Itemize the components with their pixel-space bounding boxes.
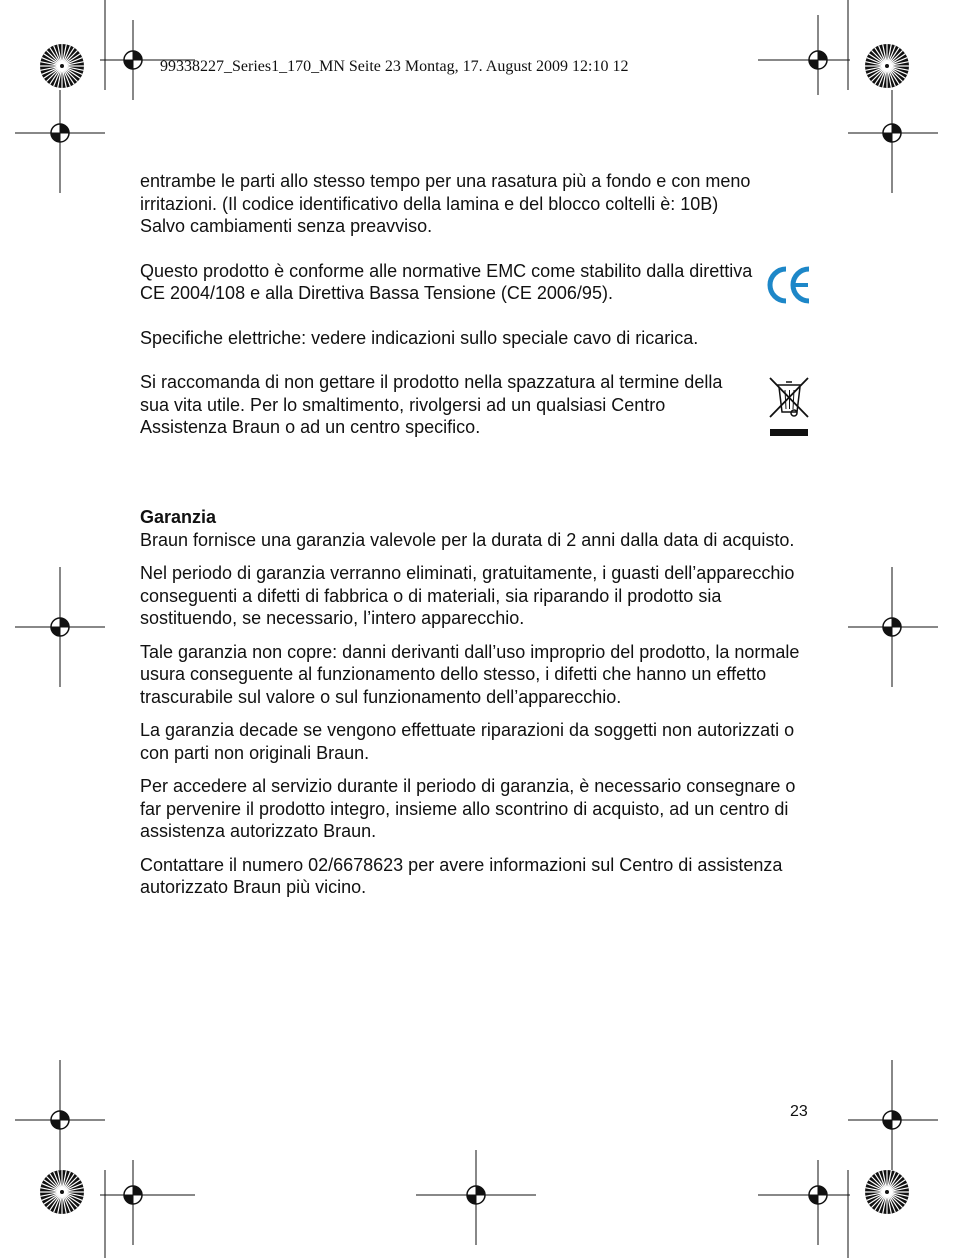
- warranty-paragraph-3: Tale garanzia non copre: danni derivanti dall’uso improprio del prodotto, la normale usura conseguente al funzionamento dello stesso, i difetti che hanno un effetto trascurabile sul valore o sul funzionamento dell’apparecchio.: [140, 641, 800, 707]
- page-number: 23: [790, 1103, 808, 1120]
- emc-paragraph: Questo prodotto è conforme alle normative EMC come stabilito dalla direttiva CE 2004/108 e alla Direttiva Bassa Tensione (CE 2006/95).: [140, 260, 753, 303]
- warranty-paragraph-5: Per accedere al servizio durante il periodo di garanzia, è necessario consegnare o far pervenire il prodotto integro, insieme allo scontrino di acquisto, ad un centro di assistenza autorizzato Braun.: [140, 776, 796, 841]
- main-text: [140, 170, 812, 439]
- print-slug: 99338227_Series1_170_MN Seite 23 Montag, 17. August 2009 12:10 12: [160, 58, 629, 75]
- notice-paragraph: Salvo cambiamenti senza preavviso.: [140, 216, 433, 236]
- warranty-paragraph-4: La garanzia decade se vengono effettuate riparazioni da soggetti non autorizzati o con parti non originali Braun.: [140, 720, 795, 763]
- disposal-paragraph: Si raccomanda di non gettare il prodotto nella spazzatura al termine della sua vita utile. Per lo smaltimento, rivolgersi ad un qualsiasi Centro Assistenza Braun o ad un centro specifico.: [140, 372, 723, 437]
- warranty-paragraph-2: Nel periodo di garanzia verranno eliminati, gratuitamente, i guasti dell’apparecchio conseguenti a difetti di fabbrica o di materiali, sia riparando il prodotto sia sostituendo, se necessario, l’intero apparecchio.: [140, 563, 795, 628]
- warranty-section: [140, 506, 812, 899]
- warranty-heading: Garanzia: [140, 507, 217, 527]
- warranty-paragraph-1: Braun fornisce una garanzia valevole per la durata di 2 anni dalla data di acquisto.: [140, 529, 795, 550]
- warranty-paragraph-6: Contattare il numero 02/6678623 per avere informazioni sul Centro di assistenza autorizzato Braun più vicino.: [140, 854, 783, 897]
- ce-mark-icon: [765, 263, 813, 307]
- intro-paragraph: entrambe le parti allo stesso tempo per una rasatura più a fondo e con meno irritazioni. (Il codice identificativo della lamina e del blocco coltelli è: 10B): [140, 171, 751, 214]
- crossed-out-bin-icon: [767, 376, 811, 440]
- electrical-spec-paragraph: Specifiche elettriche: vedere indicazioni sullo speciale cavo di ricarica.: [140, 327, 699, 348]
